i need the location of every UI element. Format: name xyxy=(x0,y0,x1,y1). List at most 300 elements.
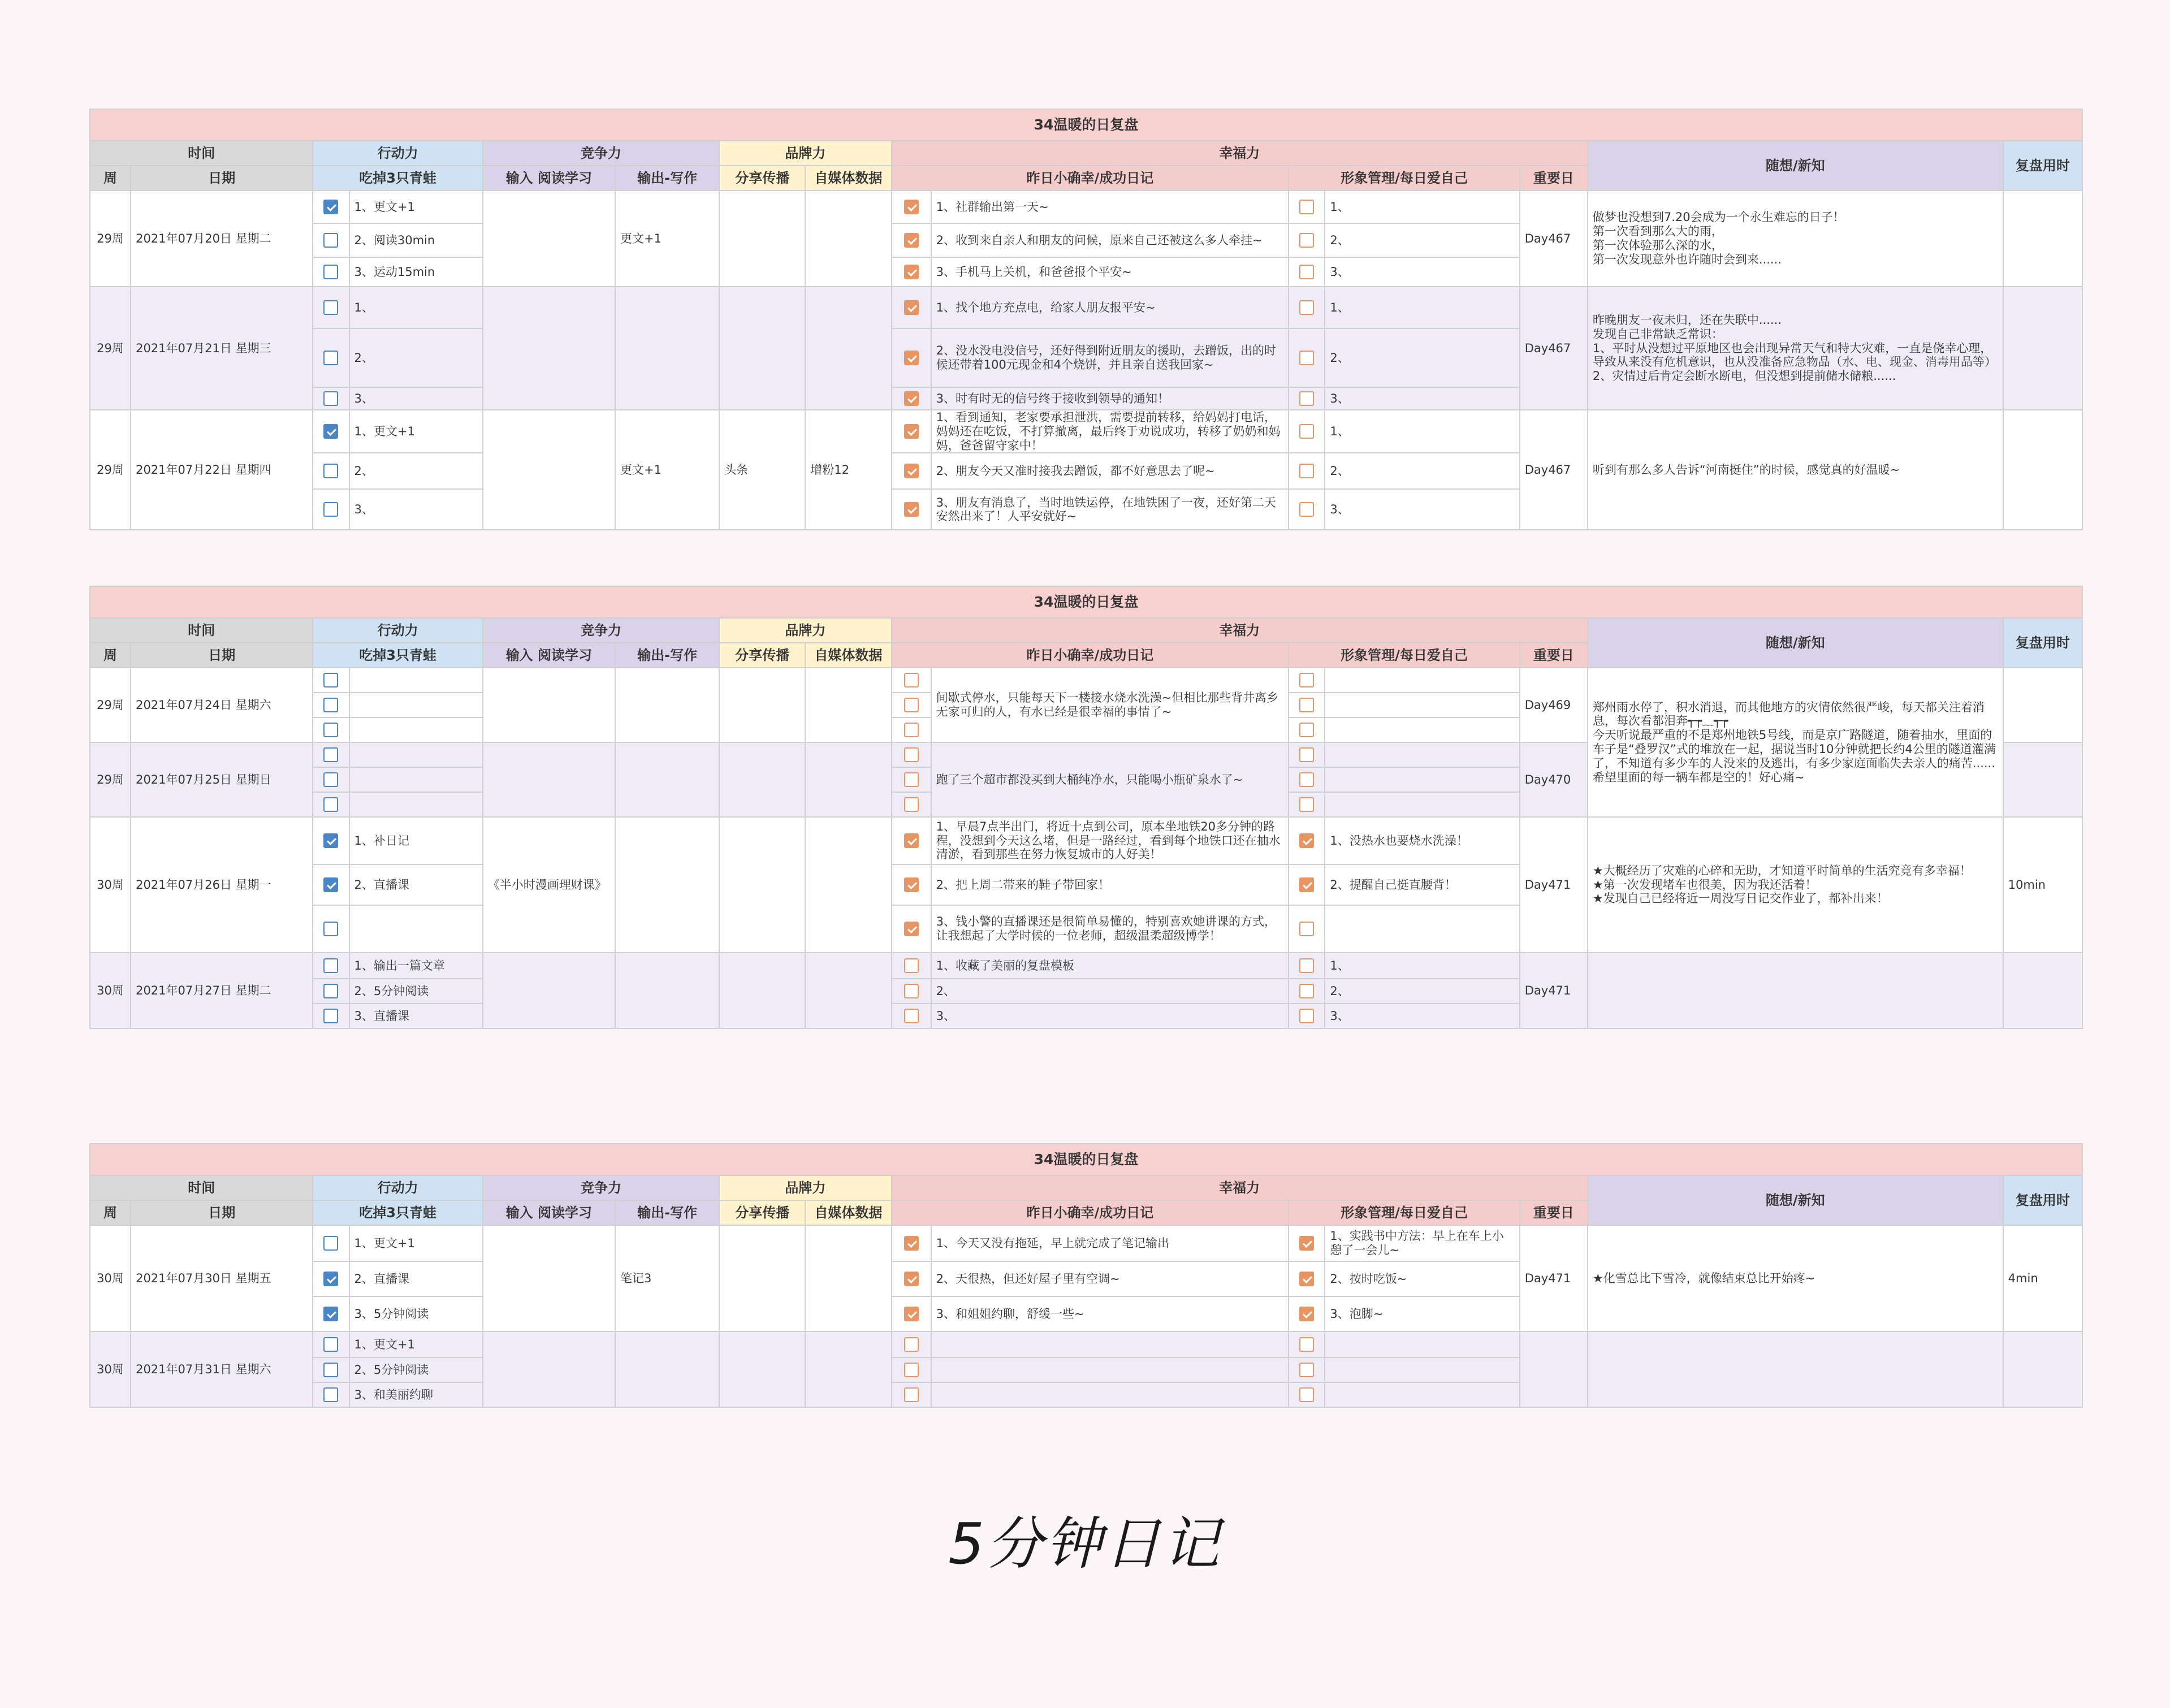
happiness-item[interactable]: 2、把上周二带来的鞋子带回家！ xyxy=(931,864,1289,905)
header-small-happiness: 昨日小确幸/成功日记 xyxy=(892,1200,1289,1225)
checkbox-icon[interactable] xyxy=(323,922,338,936)
happiness-checkbox-cell xyxy=(892,693,931,717)
frog-checkbox-cell xyxy=(313,328,349,387)
input-reading-cell[interactable]: 《半小时漫画理财课》 xyxy=(483,817,615,953)
header-notes: 随想/新知 xyxy=(1588,1175,2003,1225)
image-mgmt-item[interactable] xyxy=(1325,1382,1519,1407)
frog-item[interactable]: 2、5分钟阅读 xyxy=(349,979,483,1004)
image-mgmt-item[interactable]: 3、 xyxy=(1325,1004,1519,1028)
duration-cell xyxy=(2003,287,2082,410)
frog-item[interactable]: 3、 xyxy=(349,387,483,410)
header-notes: 随想/新知 xyxy=(1588,618,2003,668)
checkbox-icon[interactable] xyxy=(323,464,338,478)
checkbox-icon[interactable] xyxy=(904,984,919,998)
image-checkbox-cell xyxy=(1289,257,1325,287)
image-checkbox-cell xyxy=(1289,410,1325,453)
output-writing-cell[interactable]: 更文+1 xyxy=(615,410,719,530)
image-mgmt-item[interactable] xyxy=(1325,717,1519,742)
review-table-2 xyxy=(89,586,2083,1029)
checkbox-icon[interactable] xyxy=(1299,351,1314,365)
checkbox-icon[interactable] xyxy=(904,1337,919,1352)
happiness-item[interactable]: 2、天很热，但还好屋子里有空调~ xyxy=(931,1261,1289,1296)
header-happiness: 幸福力 xyxy=(892,141,1588,166)
happiness-checkbox-cell xyxy=(892,1382,931,1407)
checkbox-icon[interactable] xyxy=(323,833,338,848)
image-checkbox-cell xyxy=(1289,905,1325,953)
image-mgmt-item[interactable]: 1、实践书中方法：早上在车上小憩了一会儿~ xyxy=(1325,1225,1519,1261)
checkbox-icon[interactable] xyxy=(323,300,338,315)
checkbox-icon[interactable] xyxy=(1299,1363,1314,1377)
checkbox-icon[interactable] xyxy=(323,1363,338,1377)
frog-item[interactable]: 1、更文+1 xyxy=(349,1331,483,1357)
checkbox-icon[interactable] xyxy=(904,958,919,973)
image-mgmt-item[interactable] xyxy=(1325,792,1519,817)
happiness-checkbox-cell xyxy=(892,191,931,223)
image-checkbox-cell xyxy=(1289,979,1325,1004)
output-writing-cell[interactable] xyxy=(615,287,719,410)
share-cell[interactable] xyxy=(719,191,805,287)
image-mgmt-item[interactable] xyxy=(1325,742,1519,767)
image-mgmt-item[interactable] xyxy=(1325,668,1519,693)
checkbox-icon[interactable] xyxy=(904,833,919,848)
checkbox-icon[interactable] xyxy=(1299,424,1314,439)
checkbox-icon[interactable] xyxy=(323,958,338,973)
duration-cell xyxy=(2003,953,2082,1028)
notes-cell[interactable]: ★大概经历了灾难的心碎和无助，才知道平时简单的生活究竟有多幸福！ ★第一次发现堵车也很美，因为我还活着！ ★发现自己已经将近一周没写日记交作业了，都补出来！ xyxy=(1588,817,2003,953)
duration-cell: 10min xyxy=(2003,817,2082,953)
date-cell: 2021年07月26日 星期一 xyxy=(131,817,313,953)
input-reading-cell[interactable] xyxy=(483,410,615,530)
notes-cell[interactable] xyxy=(1588,953,2003,1028)
frog-item[interactable]: 2、 xyxy=(349,453,483,489)
checkbox-icon[interactable] xyxy=(323,351,338,365)
checkbox-icon[interactable] xyxy=(1299,833,1314,848)
date-cell: 2021年07月25日 星期日 xyxy=(131,742,313,817)
frog-item[interactable]: 3、直播课 xyxy=(349,1004,483,1028)
table-row xyxy=(90,817,2082,864)
header-week: 周 xyxy=(90,166,131,191)
image-mgmt-item[interactable]: 2、 xyxy=(1325,223,1519,257)
share-cell[interactable] xyxy=(719,1331,805,1407)
review-table-1 xyxy=(89,109,2083,530)
happiness-item[interactable] xyxy=(931,1357,1289,1382)
checkbox-icon[interactable] xyxy=(1299,1236,1314,1251)
frog-checkbox-cell xyxy=(313,767,349,792)
notes-cell[interactable] xyxy=(1588,1331,2003,1407)
image-mgmt-item[interactable]: 3、 xyxy=(1325,257,1519,287)
image-mgmt-item[interactable]: 1、 xyxy=(1325,191,1519,223)
frog-item[interactable] xyxy=(349,668,483,693)
media-data-cell[interactable] xyxy=(805,742,891,817)
checkbox-icon[interactable] xyxy=(904,200,919,214)
happiness-item[interactable]: 3、朋友有消息了，当时地铁运停，在地铁困了一夜，还好第二天安然出来了！人平安就好~ xyxy=(931,489,1289,530)
media-data-cell[interactable] xyxy=(805,817,891,953)
image-mgmt-item[interactable] xyxy=(1325,1357,1519,1382)
checkbox-icon[interactable] xyxy=(904,1009,919,1023)
output-writing-cell[interactable] xyxy=(615,953,719,1028)
image-mgmt-item[interactable]: 2、 xyxy=(1325,328,1519,387)
table-row xyxy=(90,287,2082,328)
media-data-cell[interactable] xyxy=(805,191,891,287)
checkbox-icon[interactable] xyxy=(1299,233,1314,248)
happiness-item[interactable] xyxy=(931,1382,1289,1407)
happiness-item[interactable]: 2、 xyxy=(931,979,1289,1004)
date-cell: 2021年07月22日 星期四 xyxy=(131,410,313,530)
checkbox-icon[interactable] xyxy=(904,1307,919,1321)
checkbox-icon[interactable] xyxy=(904,464,919,478)
share-cell[interactable] xyxy=(719,1225,805,1331)
notes-cell[interactable]: 昨晚朋友一夜未归，还在失联中...... 发现自己非常缺乏常识： 1、平时从没想过平原地区也会出现异常天气和特大灾难，一直是侥幸心理，导致从来没有危机意识，也从没准备应急物品（水、电、现金、消毒用品等） 2、灾情过后肯定会断水断电，但没想到提前储水储粮...... xyxy=(1588,287,2003,410)
image-checkbox-cell xyxy=(1289,1382,1325,1407)
happiness-checkbox-cell xyxy=(892,979,931,1004)
checkbox-icon[interactable] xyxy=(1299,265,1314,279)
checkbox-icon[interactable] xyxy=(904,723,919,737)
notes-cell[interactable]: 郑州雨水停了，积水消退，而其他地方的灾情依然很严峻，每天都关注着消息，每次看都泪奔┭┮﹏┭┮ 今天听说最严重的不是郑州地铁5号线，而是京广路隧道，随着抽水，里面的车子是“叠罗汉”式的堆放在一起，据说当时10分钟就把长约4公里的隧道灌满了，不知道有多少车的人没来的及逃出，有多少家庭面临失去亲人的痛苦......希望里面的每一辆车都是空的！好心痛~ xyxy=(1588,668,2003,817)
header-compete: 竞争力 xyxy=(483,1175,719,1200)
frog-item[interactable]: 2、5分钟阅读 xyxy=(349,1357,483,1382)
frog-item[interactable]: 1、更文+1 xyxy=(349,410,483,453)
important-day-cell: Day467 xyxy=(1520,287,1588,410)
checkbox-icon[interactable] xyxy=(1299,464,1314,478)
output-writing-cell[interactable] xyxy=(615,668,719,742)
frog-checkbox-cell xyxy=(313,668,349,693)
header-date: 日期 xyxy=(131,1200,313,1225)
input-reading-cell[interactable] xyxy=(483,287,615,410)
frog-item[interactable]: 2、直播课 xyxy=(349,864,483,905)
image-checkbox-cell xyxy=(1289,1004,1325,1028)
checkbox-icon[interactable] xyxy=(904,1363,919,1377)
image-checkbox-cell xyxy=(1289,453,1325,489)
image-mgmt-item[interactable]: 2、 xyxy=(1325,453,1519,489)
media-data-cell[interactable] xyxy=(805,668,891,742)
checkbox-icon[interactable] xyxy=(904,1236,919,1251)
header-input-reading: 输入 阅读学习 xyxy=(483,1200,615,1225)
frog-item[interactable]: 1、补日记 xyxy=(349,817,483,864)
media-data-cell[interactable] xyxy=(805,953,891,1028)
checkbox-icon[interactable] xyxy=(323,1337,338,1352)
image-mgmt-item[interactable] xyxy=(1325,693,1519,717)
checkbox-icon[interactable] xyxy=(1299,698,1314,712)
checkbox-icon[interactable] xyxy=(323,1236,338,1251)
frog-checkbox-cell xyxy=(313,817,349,864)
frog-item[interactable]: 1、输出一篇文章 xyxy=(349,953,483,979)
header-output-writing: 输出-写作 xyxy=(615,166,719,191)
frog-checkbox-cell xyxy=(313,191,349,223)
frog-item[interactable]: 2、直播课 xyxy=(349,1261,483,1296)
header-action: 行动力 xyxy=(313,1175,482,1200)
important-day-cell: Day467 xyxy=(1520,191,1588,287)
checkbox-icon[interactable] xyxy=(904,877,919,892)
checkbox-icon[interactable] xyxy=(323,984,338,998)
checkbox-icon[interactable] xyxy=(323,772,338,787)
checkbox-icon[interactable] xyxy=(323,698,338,712)
checkbox-icon[interactable] xyxy=(1299,723,1314,737)
table-title: 34温暖的日复盘 xyxy=(90,1144,2082,1175)
media-data-cell[interactable]: 增粉12 xyxy=(805,410,891,530)
image-mgmt-item[interactable]: 3、 xyxy=(1325,489,1519,530)
header-small-happiness: 昨日小确幸/成功日记 xyxy=(892,643,1289,668)
frog-item[interactable]: 3、5分钟阅读 xyxy=(349,1296,483,1331)
frog-item[interactable] xyxy=(349,905,483,953)
checkbox-icon[interactable] xyxy=(1299,1387,1314,1402)
week-cell: 30周 xyxy=(90,1225,131,1331)
frog-checkbox-cell xyxy=(313,792,349,817)
frog-item[interactable] xyxy=(349,717,483,742)
frog-item[interactable]: 2、 xyxy=(349,328,483,387)
frog-checkbox-cell xyxy=(313,1331,349,1357)
happiness-item[interactable]: 2、朋友今天又准时接我去蹭饭，都不好意思去了呢~ xyxy=(931,453,1289,489)
image-mgmt-item[interactable]: 3、 xyxy=(1325,387,1519,410)
notes-cell[interactable]: 做梦也没想到7.20会成为一个永生难忘的日子！ 第一次看到那么大的雨， 第一次体验那么深的水， 第一次发现意外也许随时会到来...... xyxy=(1588,191,2003,287)
checkbox-icon[interactable] xyxy=(1299,1009,1314,1023)
frog-item[interactable]: 1、更文+1 xyxy=(349,1225,483,1261)
checkbox-icon[interactable] xyxy=(323,391,338,406)
checkbox-icon[interactable] xyxy=(323,877,338,892)
header-brand: 品牌力 xyxy=(719,1175,891,1200)
happiness-item[interactable]: 3、时有时无的信号终于接收到领导的通知！ xyxy=(931,387,1289,410)
checkbox-icon[interactable] xyxy=(904,922,919,936)
frog-item[interactable] xyxy=(349,742,483,767)
happiness-item[interactable]: 1、早晨7点半出门，将近十点到公司，原本坐地铁20多分钟的路程，没想到今天这么堵，但是一路经过，看到每个地铁口还在抽水清淤，看到那些在努力恢复城市的人好美！ xyxy=(931,817,1289,864)
checkbox-icon[interactable] xyxy=(1299,877,1314,892)
happiness-checkbox-cell xyxy=(892,328,931,387)
header-output-writing: 输出-写作 xyxy=(615,643,719,668)
happiness-item[interactable]: 1、找个地方充点电，给家人朋友报平安~ xyxy=(931,287,1289,328)
image-checkbox-cell xyxy=(1289,1225,1325,1261)
checkbox-icon[interactable] xyxy=(323,747,338,762)
happiness-item[interactable]: 3、和姐姐约聊，舒缓一些~ xyxy=(931,1296,1289,1331)
header-eat-frogs: 吃掉3只青蛙 xyxy=(313,643,482,668)
happiness-checkbox-cell xyxy=(892,387,931,410)
header-image-mgmt: 形象管理/每日爱自己 xyxy=(1289,1200,1519,1225)
happiness-item[interactable]: 跑了三个超市都没买到大桶纯净水，只能喝小瓶矿泉水了~ xyxy=(931,742,1289,817)
header-important-day: 重要日 xyxy=(1520,166,1588,191)
checkbox-icon[interactable] xyxy=(323,1009,338,1023)
share-cell[interactable] xyxy=(719,287,805,410)
image-mgmt-item[interactable] xyxy=(1325,905,1519,953)
frog-checkbox-cell xyxy=(313,489,349,530)
checkbox-icon[interactable] xyxy=(323,1387,338,1402)
output-writing-cell[interactable]: 笔记3 xyxy=(615,1225,719,1331)
share-cell[interactable] xyxy=(719,742,805,817)
checkbox-icon[interactable] xyxy=(904,747,919,762)
frog-item[interactable]: 2、阅读30min xyxy=(349,223,483,257)
frog-item[interactable]: 3、 xyxy=(349,489,483,530)
table-title: 34温暖的日复盘 xyxy=(90,109,2082,141)
important-day-cell: Day467 xyxy=(1520,410,1588,530)
image-checkbox-cell xyxy=(1289,191,1325,223)
frog-checkbox-cell xyxy=(313,1382,349,1407)
checkbox-icon[interactable] xyxy=(323,723,338,737)
header-time: 时间 xyxy=(90,141,313,166)
checkbox-icon[interactable] xyxy=(904,300,919,315)
input-reading-cell[interactable] xyxy=(483,953,615,1028)
week-cell: 29周 xyxy=(90,287,131,410)
checkbox-icon[interactable] xyxy=(1299,1272,1314,1286)
frog-checkbox-cell xyxy=(313,717,349,742)
review-table-3 xyxy=(89,1143,2083,1408)
checkbox-icon[interactable] xyxy=(1299,922,1314,936)
image-mgmt-item[interactable] xyxy=(1325,767,1519,792)
frog-item[interactable]: 1、 xyxy=(349,287,483,328)
checkbox-icon[interactable] xyxy=(904,797,919,812)
frog-item[interactable] xyxy=(349,767,483,792)
checkbox-icon[interactable] xyxy=(323,424,338,439)
image-mgmt-item[interactable]: 1、 xyxy=(1325,410,1519,453)
checkbox-icon[interactable] xyxy=(1299,1337,1314,1352)
checkbox-icon[interactable] xyxy=(1299,1307,1314,1321)
happiness-item[interactable] xyxy=(931,1331,1289,1357)
date-cell: 2021年07月20日 星期二 xyxy=(131,191,313,287)
image-checkbox-cell xyxy=(1289,287,1325,328)
happiness-checkbox-cell xyxy=(892,864,931,905)
table-row xyxy=(90,191,2082,223)
happiness-item[interactable]: 1、收藏了美丽的复盘模板 xyxy=(931,953,1289,979)
checkbox-icon[interactable] xyxy=(904,698,919,712)
output-writing-cell[interactable] xyxy=(615,817,719,953)
checkbox-icon[interactable] xyxy=(1299,958,1314,973)
happiness-checkbox-cell xyxy=(892,905,931,953)
header-media-data: 自媒体数据 xyxy=(805,166,891,191)
header-duration: 复盘用时 xyxy=(2003,141,2082,191)
happiness-item[interactable]: 1、今天又没有拖延，早上就完成了笔记输出 xyxy=(931,1225,1289,1261)
image-mgmt-item[interactable]: 2、 xyxy=(1325,979,1519,1004)
happiness-item[interactable]: 1、看到通知，老家要承担泄洪，需要提前转移，给妈妈打电话，妈妈还在吃饭，不打算撤离，最后终于劝说成功，转移了奶奶和妈妈，爸爸留守家中！ xyxy=(931,410,1289,453)
checkbox-icon[interactable] xyxy=(904,391,919,406)
frog-checkbox-cell xyxy=(313,287,349,328)
frog-item[interactable] xyxy=(349,693,483,717)
checkbox-icon[interactable] xyxy=(323,1307,338,1321)
checkbox-icon[interactable] xyxy=(904,265,919,279)
checkbox-icon[interactable] xyxy=(1299,300,1314,315)
frog-item[interactable]: 3、运动15min xyxy=(349,257,483,287)
frog-item[interactable]: 1、更文+1 xyxy=(349,191,483,223)
input-reading-cell[interactable] xyxy=(483,191,615,287)
happiness-item[interactable]: 间歇式停水，只能每天下一楼接水烧水洗澡~但相比那些背井离乡无家可归的人，有水已经是很幸福的事情了~ xyxy=(931,668,1289,742)
checkbox-icon[interactable] xyxy=(1299,502,1314,517)
header-week: 周 xyxy=(90,643,131,668)
happiness-item[interactable]: 2、没水没电没信号，还好得到附近朋友的援助，去蹭饭，出的时候还带着100元现金和4个烧饼，并且亲自送我回家~ xyxy=(931,328,1289,387)
checkbox-icon[interactable] xyxy=(1299,391,1314,406)
frog-checkbox-cell xyxy=(313,953,349,979)
checkbox-icon[interactable] xyxy=(323,502,338,517)
checkbox-icon[interactable] xyxy=(904,424,919,439)
checkbox-icon[interactable] xyxy=(904,1272,919,1286)
checkbox-icon[interactable] xyxy=(904,1387,919,1402)
share-cell[interactable]: 头条 xyxy=(719,410,805,530)
checkbox-icon[interactable] xyxy=(323,233,338,248)
checkbox-icon[interactable] xyxy=(1299,673,1314,687)
header-output-writing: 输出-写作 xyxy=(615,1200,719,1225)
media-data-cell[interactable] xyxy=(805,1225,891,1331)
frog-item[interactable] xyxy=(349,792,483,817)
header-share: 分享传播 xyxy=(719,166,805,191)
happiness-item[interactable]: 2、收到来自亲人和朋友的问候，原来自己还被这么多人牵挂~ xyxy=(931,223,1289,257)
image-checkbox-cell xyxy=(1289,1331,1325,1357)
checkbox-icon[interactable] xyxy=(323,200,338,214)
happiness-checkbox-cell xyxy=(892,1331,931,1357)
week-cell: 29周 xyxy=(90,191,131,287)
image-checkbox-cell xyxy=(1289,1296,1325,1331)
happiness-checkbox-cell xyxy=(892,1357,931,1382)
header-duration: 复盘用时 xyxy=(2003,1175,2082,1225)
happiness-item[interactable]: 3、 xyxy=(931,1004,1289,1028)
happiness-item[interactable]: 3、手机马上关机，和爸爸报个平安~ xyxy=(931,257,1289,287)
image-checkbox-cell xyxy=(1289,767,1325,792)
notes-cell[interactable]: ★化雪总比下雪冷，就像结束总比开始疼~ xyxy=(1588,1225,2003,1331)
output-writing-cell[interactable] xyxy=(615,742,719,817)
image-mgmt-item[interactable]: 1、 xyxy=(1325,953,1519,979)
image-mgmt-item[interactable]: 2、提醒自己挺直腰背！ xyxy=(1325,864,1519,905)
image-mgmt-item[interactable]: 1、没热水也要烧水洗澡！ xyxy=(1325,817,1519,864)
header-time: 时间 xyxy=(90,618,313,643)
checkbox-icon[interactable] xyxy=(904,772,919,787)
share-cell[interactable] xyxy=(719,953,805,1028)
checkbox-icon[interactable] xyxy=(323,673,338,687)
header-important-day: 重要日 xyxy=(1520,1200,1588,1225)
frog-checkbox-cell xyxy=(313,742,349,767)
happiness-item[interactable]: 1、社群输出第一天~ xyxy=(931,191,1289,223)
input-reading-cell[interactable] xyxy=(483,668,615,742)
checkbox-icon[interactable] xyxy=(1299,984,1314,998)
checkbox-icon[interactable] xyxy=(323,797,338,812)
happiness-checkbox-cell xyxy=(892,489,931,530)
checkbox-icon[interactable] xyxy=(904,502,919,517)
frog-checkbox-cell xyxy=(313,1004,349,1028)
input-reading-cell[interactable] xyxy=(483,1331,615,1407)
image-checkbox-cell xyxy=(1289,792,1325,817)
checkbox-icon[interactable] xyxy=(904,351,919,365)
week-cell: 29周 xyxy=(90,668,131,742)
image-mgmt-item[interactable]: 3、泡脚~ xyxy=(1325,1296,1519,1331)
media-data-cell[interactable] xyxy=(805,1331,891,1407)
header-time: 时间 xyxy=(90,1175,313,1200)
important-day-cell: Day471 xyxy=(1520,817,1588,953)
image-checkbox-cell xyxy=(1289,742,1325,767)
happiness-checkbox-cell xyxy=(892,953,931,979)
output-writing-cell[interactable] xyxy=(615,1331,719,1407)
image-mgmt-item[interactable]: 1、 xyxy=(1325,287,1519,328)
image-mgmt-item[interactable]: 2、按时吃饭~ xyxy=(1325,1261,1519,1296)
duration-cell xyxy=(2003,742,2082,817)
media-data-cell[interactable] xyxy=(805,287,891,410)
duration-cell xyxy=(2003,410,2082,530)
output-writing-cell[interactable]: 更文+1 xyxy=(615,191,719,287)
frog-checkbox-cell xyxy=(313,223,349,257)
checkbox-icon[interactable] xyxy=(1299,797,1314,812)
checkbox-icon[interactable] xyxy=(904,673,919,687)
checkbox-icon[interactable] xyxy=(1299,747,1314,762)
share-cell[interactable] xyxy=(719,668,805,742)
notes-cell[interactable]: 听到有那么多人告诉“河南挺住”的时候，感觉真的好温暖~ xyxy=(1588,410,2003,530)
checkbox-icon[interactable] xyxy=(904,233,919,248)
checkbox-icon[interactable] xyxy=(323,1272,338,1286)
checkbox-icon[interactable] xyxy=(1299,772,1314,787)
week-cell: 29周 xyxy=(90,742,131,817)
date-cell: 2021年07月31日 星期六 xyxy=(131,1331,313,1407)
image-mgmt-item[interactable] xyxy=(1325,1331,1519,1357)
happiness-checkbox-cell xyxy=(892,1225,931,1261)
image-checkbox-cell xyxy=(1289,817,1325,864)
happiness-item[interactable]: 3、钱小警的直播课还是很简单易懂的，特别喜欢她讲课的方式，让我想起了大学时候的一位老师，超级温柔超级博学！ xyxy=(931,905,1289,953)
date-cell: 2021年07月24日 星期六 xyxy=(131,668,313,742)
checkbox-icon[interactable] xyxy=(1299,200,1314,214)
checkbox-icon[interactable] xyxy=(323,265,338,279)
input-reading-cell[interactable] xyxy=(483,742,615,817)
frog-item[interactable]: 3、和美丽约聊 xyxy=(349,1382,483,1407)
share-cell[interactable] xyxy=(719,817,805,953)
input-reading-cell[interactable] xyxy=(483,1225,615,1331)
